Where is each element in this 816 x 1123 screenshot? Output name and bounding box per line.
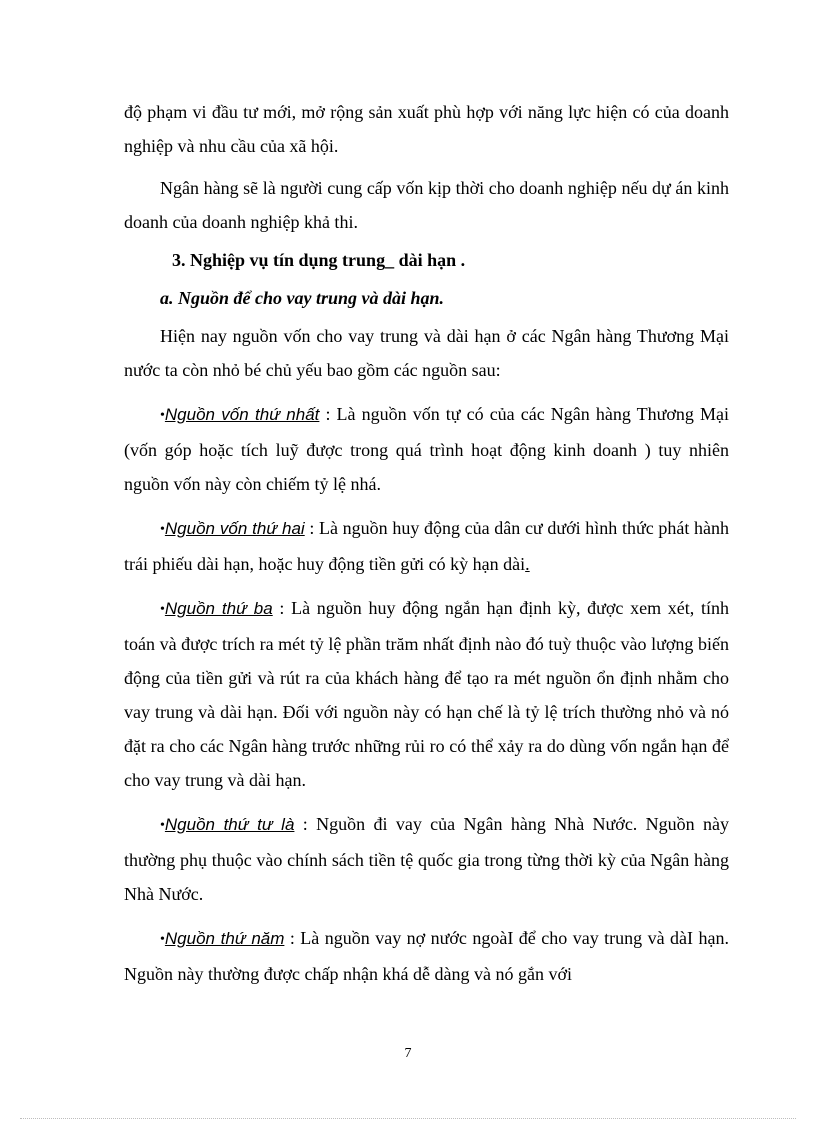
list-item-text: : Là nguồn huy động của dân cư dưới hình thức phát hành trái phiếu dài hạn, hoặc huy động tiền gửi có kỳ hạn dài (124, 518, 729, 574)
list-item-term: Nguồn thứ năm (164, 929, 285, 948)
list-item-text: : Là nguồn vốn tự có của các Ngân hàng Thương Mại (vốn góp hoặc tích luỹ được trong quá trình hoạt động kinh doanh ) tuy nhiên nguồn vốn này còn chiếm tỷ lệ nhá. (124, 404, 729, 494)
bullet-icon: • (160, 408, 165, 423)
bullet-icon: • (160, 818, 165, 833)
list-item-source-1 (124, 397, 729, 501)
list-item-text: : Là nguồn huy động ngắn hạn định kỳ, được xem xét, tính toán và được trích ra mét tỷ lệ phần trăm nhất định nào đó tuỳ thuộc vào lượng biến động của tiền gửi và rút ra của khách hàng để tạo ra mét nguồn ổn định nhằm cho vay trung và dài hạn. Đối với nguồn này có hạn chế là tỷ lệ trích thường nhỏ và nó đặt ra cho các Ngân hàng trước những rủi ro có thể xảy ra do dùng vốn ngắn hạn để cho vay trung và dài hạn. (124, 598, 730, 790)
list-item-source-3 (124, 591, 729, 797)
page-number: 7 (404, 1046, 412, 1061)
list-item-term: Nguồn thứ tư là (164, 815, 295, 834)
bullet-icon: • (160, 522, 165, 537)
page-bottom-divider (20, 1118, 796, 1119)
list-item-tail: . (525, 554, 530, 574)
document-body (124, 95, 729, 991)
list-item-term: Nguồn vốn thứ hai (164, 519, 305, 538)
bullet-icon: • (160, 602, 165, 617)
paragraph-bank-role: Ngân hàng sẽ là người cung cấp vốn kịp thời cho doanh nghiệp nếu dự án kinh doanh của doanh nghiệp khả thi. (124, 178, 729, 232)
list-item-source-5 (124, 921, 729, 991)
list-item-source-4 (124, 807, 729, 911)
paragraph-continuation: độ phạm vi đầu tư mới, mở rộng sản xuất phù hợp với năng lực hiện có của doanh nghiệp và nhu cầu của xã hội. (124, 102, 729, 156)
list-item-text: : Là nguồn vay nợ nước ngoàI để cho vay trung và dàI hạn. Nguồn này thường được chấp nhận khá dễ dàng và nó gắn với (124, 928, 729, 984)
list-item-source-2 (124, 511, 729, 581)
list-item-term: Nguồn thứ ba (164, 599, 273, 618)
list-item-text: : Nguồn đi vay của Ngân hàng Nhà Nước. Nguồn này thường phụ thuộc vào chính sách tiền tệ quốc gia trong từng thời kỳ của Ngân hàng Nhà Nước. (124, 814, 729, 904)
bullet-icon: • (160, 932, 165, 947)
section-heading: 3. Nghiệp vụ tín dụng trung_ dài hạn . (172, 250, 466, 270)
list-item-term: Nguồn vốn thứ nhất (164, 405, 320, 424)
paragraph-intro-sources: Hiện nay nguồn vốn cho vay trung và dài hạn ở các Ngân hàng Thương Mại nước ta còn nhỏ bé chủ yếu bao gồm các nguồn sau: (124, 326, 729, 380)
subsection-heading: a. Nguồn để cho vay trung và dài hạn. (160, 288, 445, 308)
